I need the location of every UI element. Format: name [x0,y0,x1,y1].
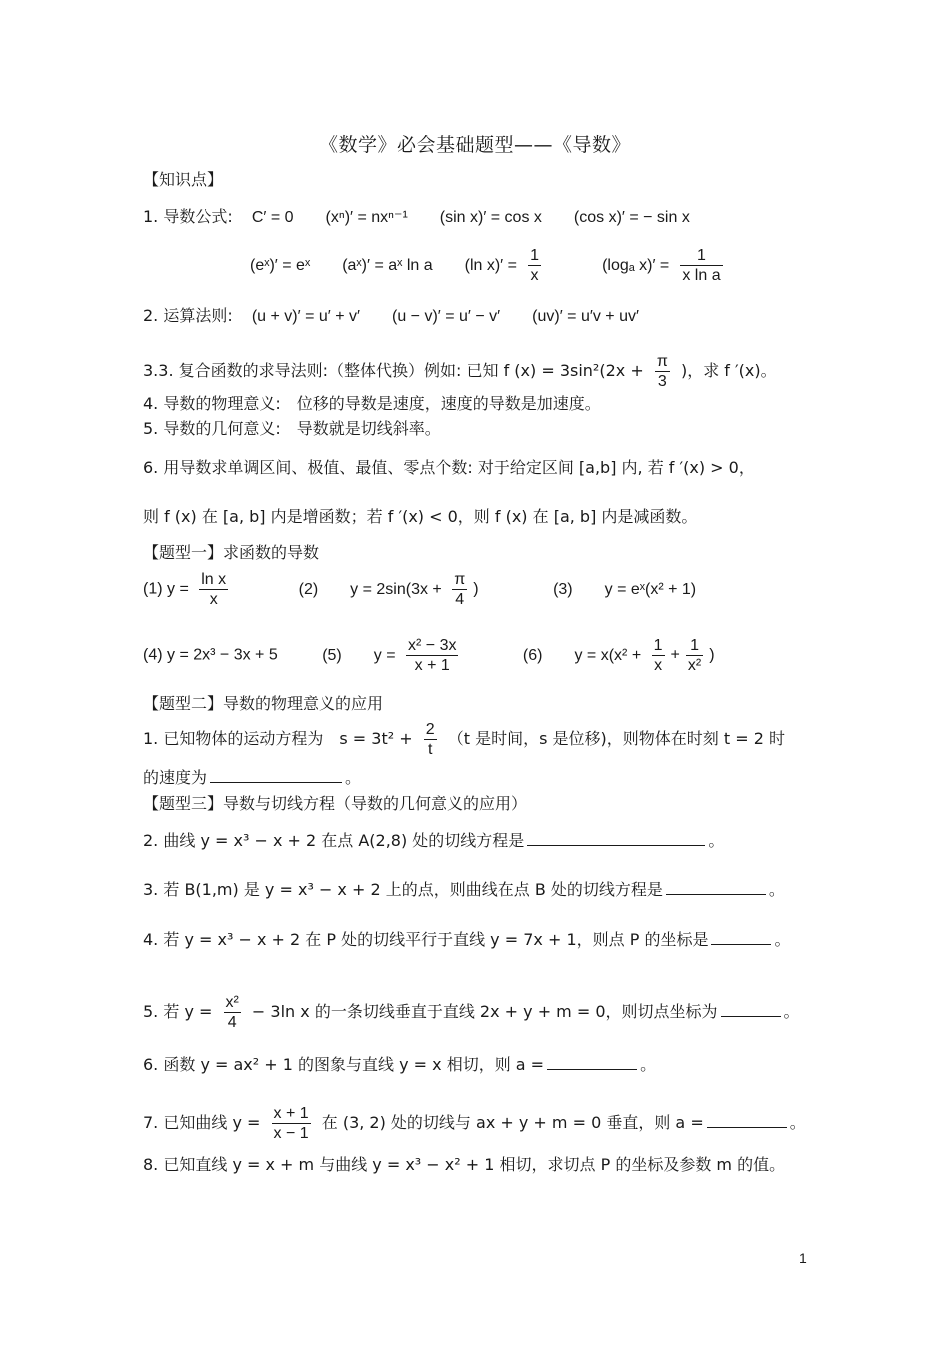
page-number: 1 [799,1250,807,1266]
fraction-problem-7 [272,1104,311,1143]
question-4-text: 4. 若 y = x³ − x + 2 在 P 处的切线平行于直线 y = 7x + 1，则点 P 的坐标是 [143,930,709,949]
answer-blank[interactable] [666,880,766,895]
question-2-text: 2. 曲线 y = x³ − x + 2 在点 A(2,8) 处的切线方程是 [143,831,525,850]
frac-num: 1 [530,247,539,264]
type3-question-6 [143,1055,656,1075]
problem-2-end: ) [473,580,479,598]
formula1-log-text: (logₐ x)′ = [602,257,670,274]
frac-num: 1 [653,637,663,654]
frac-num: 1 [686,636,703,656]
question-1-text-b: （t 是时间，s 是位移)，则物体在时刻 t = 2 时 [447,729,785,748]
geometric-meaning: 5. 导数的几何意义: 导数就是切线斜率。 [143,419,441,438]
frac-den: x² [687,657,702,674]
question-7-text-a: 7. 已知曲线 y = [143,1113,261,1132]
frac-den: x [654,657,663,674]
frac-den: 4 [455,591,465,608]
answer-blank[interactable] [711,930,771,945]
formula-rules [143,306,639,327]
fraction-x2-over-4 [224,993,241,1032]
monotonic-rule-b: 则 f (x) 在 [a, b] 内是增函数；若 f ′(x) < 0，则 f (x) 在 [a, b] 内是减函数。 [143,507,698,526]
formula-chain-rule [143,352,777,391]
frac-num: x² [225,994,239,1011]
period: 。 [783,1002,800,1021]
problem-5-label: (5) y = [322,646,396,664]
formula-derivatives-row1 [143,207,690,228]
problem-3: (3) y = eˣ(x² + 1) [553,580,697,598]
period: 。 [774,930,791,949]
type3-question-4 [143,930,790,950]
answer-blank[interactable] [547,1055,637,1070]
problem-6-label: (6) y = x(x² + [522,646,642,664]
problem-2: (2) y = 2sin(3x + [298,580,442,598]
frac-num: π [656,353,668,370]
fraction-problem-5 [406,636,458,675]
question-7-text-b: 在 (3, 2) 处的切线与 ax + y + m = 0 垂直，则 a = [321,1113,704,1132]
frac-den: t [427,741,433,758]
question-5-text-a: 5. 若 y = [143,1002,213,1021]
page-title: 《数学》必会基础题型——《导数》 [318,134,631,156]
fraction-1-over-x [528,246,541,285]
frac-num: x + 1 [273,1105,309,1122]
frac-den: x [209,591,218,608]
formula3-text-b: )，求 f ′(x)。 [680,361,777,380]
type3-question-7 [143,1104,806,1143]
plus-sign: + [670,646,680,664]
period: 。 [768,880,785,899]
frac-den: x − 1 [273,1125,309,1142]
fraction-1-over-x2 [686,636,703,675]
frac-num: 2 [425,721,435,738]
question-5-text-b: − 3ln x 的一条切线垂直于直线 2x + y + m = 0，则切点坐标为 [251,1002,718,1021]
fraction-pi-over-4 [452,570,467,609]
type2-heading: 【题型二】导数的物理意义的应用 [143,694,384,713]
type3-question-2 [143,831,724,851]
physical-meaning: 4. 导数的物理意义: 位移的导数是速度，速度的导数是加速度。 [143,394,601,413]
fraction-1-over-x [652,636,665,675]
question-3-text: 3. 若 B(1,m) 是 y = x³ − x + 2 上的点，则曲线在点 B 处的切线方程是 [143,880,663,899]
period: 。 [640,1055,657,1074]
fraction-2-over-t [424,720,437,759]
type1-heading: 【题型一】求函数的导数 [143,543,320,562]
type1-row2 [143,636,715,675]
type3-question-5 [143,993,800,1032]
monotonic-rule-a: 6. 用导数求单调区间、极值、最值、零点个数: 对于给定区间 [a,b] 内, 若 f ′(x) > 0， [143,458,755,477]
frac-den: 3 [657,373,667,390]
knowledge-heading: 【知识点】 [143,170,224,189]
type1-row1 [143,570,696,609]
frac-num: x² − 3x [408,637,457,654]
question-1-text-a: 1. 已知物体的运动方程为 s = 3t² + [143,729,413,748]
fraction-pi-over-3 [655,352,670,391]
fraction-lnx-over-x [199,570,228,609]
period: 。 [789,1113,806,1132]
frac-den: 4 [227,1014,237,1031]
answer-blank[interactable] [210,768,342,783]
problem-6-end: ) [709,646,715,664]
period: 。 [708,831,725,850]
frac-den: x [530,267,539,284]
period: 。 [345,768,362,787]
type2-question-1-answer [143,768,361,788]
frac-num: 1 [680,246,722,266]
frac-num: π [454,571,466,588]
answer-blank[interactable] [721,1002,781,1017]
type3-heading: 【题型三】导数与切线方程（导数的几何意义的应用） [143,794,528,813]
problem-1-label: (1) y = [143,580,189,598]
fraction-1-over-xlna [680,246,722,285]
formula1-label: 1. 导数公式: [143,207,233,226]
type3-question-8: 8. 已知直线 y = x + m 与曲线 y = x³ − x² + 1 相切，求切点 P 的坐标及参数 m 的值。 [143,1155,786,1174]
frac-den: x ln a [682,267,721,284]
formula2-label: 2. 运算法则: [143,306,233,325]
formula1-row1-text: C′ = 0 (xⁿ)′ = nxⁿ⁻¹ (sin x)′ = cos x (cos x)′ = − sin x [251,209,690,226]
question-6-text: 6. 函数 y = ax² + 1 的图象与直线 y = x 相切，则 a = [143,1055,545,1074]
answer-blank[interactable] [707,1113,787,1128]
question-1-text-c: 的速度为 [143,768,208,787]
frac-den: x + 1 [414,657,450,674]
type2-question-1 [143,720,785,759]
problem-4: (4) y = 2x³ − 3x + 5 [143,646,278,664]
answer-blank[interactable] [527,831,705,846]
formula3-text-a: 3.3. 复合函数的求导法则:（整体代换）例如: 已知 f (x) = 3sin²(2x + [143,361,644,380]
formula1-row2-text: (eˣ)′ = eˣ (aˣ)′ = aˣ ln a (ln x)′ = [250,257,517,274]
type3-question-3 [143,880,785,900]
formula2-text: (u + v)′ = u′ + v′ (u − v)′ = u′ − v′ (uv)′ = u′v + uv′ [251,308,639,325]
frac-num: ln x [201,571,227,588]
formula-derivatives-row2 [250,246,729,285]
